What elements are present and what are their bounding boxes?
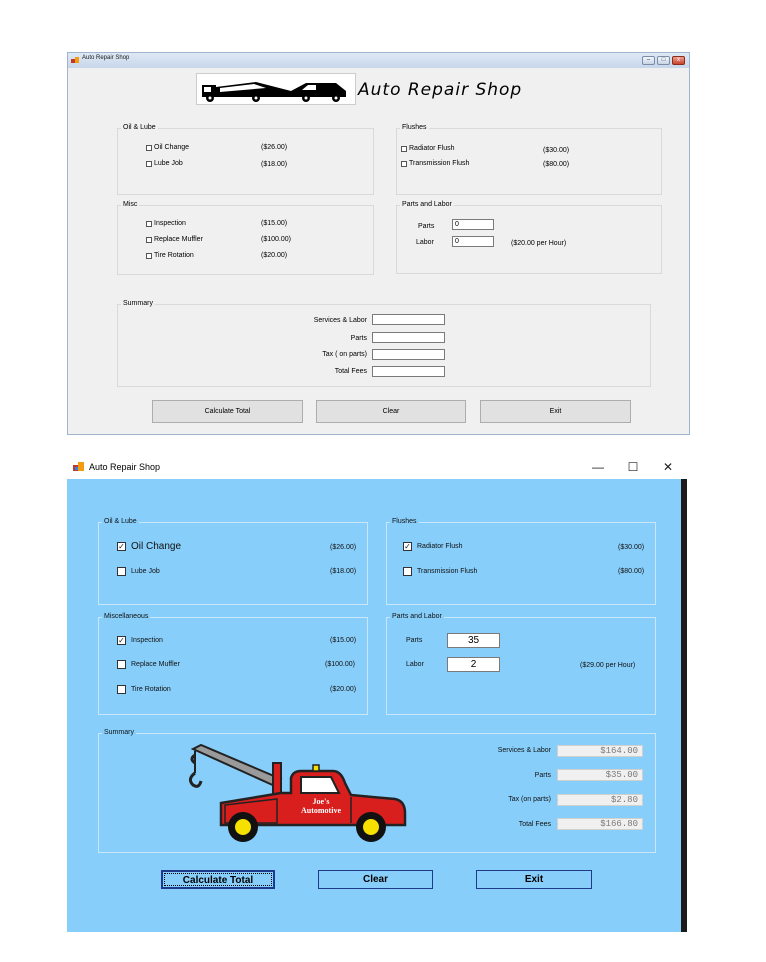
oil-change-label: Oil Change: [131, 541, 182, 552]
radiator-flush-checkbox[interactable]: ✓: [404, 542, 411, 551]
close-icon[interactable]: ✕: [662, 460, 674, 474]
oil-lube-group: [98, 518, 368, 605]
services-labor-label: Services & Labor: [313, 317, 367, 324]
clear-button[interactable]: Clear: [318, 870, 433, 889]
replace-muffler-checkbox[interactable]: [117, 660, 126, 669]
radiator-flush-price: ($30.00): [543, 147, 570, 154]
inspection-label: Inspection: [131, 637, 163, 644]
lube-job-label: Lube Job: [154, 160, 183, 167]
group-caption: Miscellaneous: [104, 613, 149, 620]
radiator-flush-checkbox[interactable]: [401, 146, 407, 152]
summary-parts-label: Parts: [350, 335, 367, 342]
transmission-flush-checkbox[interactable]: [401, 161, 407, 167]
oil-change-price: ($26.00): [330, 544, 357, 551]
flushes-group: [386, 518, 656, 605]
replace-muffler-checkbox[interactable]: [146, 237, 152, 243]
group-caption: Flushes: [392, 518, 417, 525]
tire-rotation-label: Tire Rotation: [154, 252, 194, 259]
transmission-flush-price: ($80.00): [618, 568, 645, 575]
tire-rotation-label: Tire Rotation: [131, 686, 171, 693]
total-fees-label: Total Fees: [518, 821, 551, 828]
inspection-checkbox[interactable]: [146, 221, 152, 227]
oil-change-checkbox[interactable]: [146, 145, 152, 151]
tax-label: Tax ( on parts): [322, 351, 367, 358]
maximize-button[interactable]: □: [657, 56, 670, 65]
window-title: Auto Repair Shop: [89, 462, 161, 472]
group-caption: Parts and Labor: [392, 613, 442, 620]
summary-parts-output: [372, 332, 445, 343]
services-labor-output: [372, 314, 445, 325]
tire-rotation-checkbox[interactable]: [117, 685, 126, 694]
radiator-flush-price: ($30.00): [618, 544, 645, 551]
group-caption: Summary: [104, 729, 134, 736]
parts-label: Parts: [406, 637, 423, 644]
inspection-price: ($15.00): [261, 220, 288, 227]
lube-job-checkbox[interactable]: [117, 567, 126, 576]
services-labor-output: $164.00: [557, 745, 643, 757]
calculate-total-button[interactable]: Calculate Total: [152, 400, 303, 423]
clear-button[interactable]: Clear: [316, 400, 466, 423]
minimize-icon[interactable]: —: [592, 460, 604, 474]
tire-rotation-price: ($20.00): [330, 686, 357, 693]
radiator-flush-label: Radiator Flush: [409, 145, 455, 152]
labor-rate: ($29.00 per Hour): [580, 662, 636, 669]
labor-label: Labor: [406, 661, 424, 668]
transmission-flush-label: Transmission Flush: [417, 568, 478, 575]
group-caption: Flushes: [402, 124, 427, 131]
window-title: Auto Repair Shop: [82, 55, 130, 61]
lube-job-price: ($18.00): [330, 568, 357, 575]
replace-muffler-label: Replace Muffler: [154, 236, 203, 243]
lube-job-label: Lube Job: [131, 568, 160, 575]
truck-text-joes: Joe's: [312, 797, 330, 806]
tax-output: [372, 349, 445, 360]
transmission-flush-price: ($80.00): [543, 161, 570, 168]
replace-muffler-price: ($100.00): [325, 661, 355, 668]
calculate-total-button[interactable]: Calculate Total: [161, 870, 275, 889]
oil-change-checkbox[interactable]: ✓: [118, 542, 125, 551]
app-icon: [73, 461, 84, 472]
total-fees-output: $166.80: [557, 818, 643, 830]
tax-output: $2.80: [557, 794, 643, 806]
tax-label: Tax (on parts): [508, 796, 551, 803]
replace-muffler-label: Replace Muffler: [131, 661, 180, 668]
header-title: Auto Repair Shop: [358, 80, 523, 100]
exit-button[interactable]: Exit: [476, 870, 592, 889]
window-edge: [681, 479, 687, 932]
services-labor-label: Services & Labor: [497, 747, 551, 754]
transmission-flush-checkbox[interactable]: [403, 567, 412, 576]
parts-label: Parts: [418, 223, 435, 230]
parts-input[interactable]: 0: [452, 219, 494, 230]
lube-job-checkbox[interactable]: [146, 161, 152, 167]
classic-window: [67, 52, 690, 435]
tow-truck-illustration: [181, 743, 421, 843]
labor-input[interactable]: 2: [447, 657, 500, 672]
title-bar[interactable]: [68, 53, 689, 68]
transmission-flush-label: Transmission Flush: [409, 160, 470, 167]
labor-rate: ($20.00 per Hour): [511, 240, 567, 247]
tire-rotation-price: ($20.00): [261, 252, 288, 259]
close-button[interactable]: x: [672, 56, 685, 65]
lube-job-price: ($18.00): [261, 161, 288, 168]
parts-input[interactable]: 35: [447, 633, 500, 648]
inspection-price: ($15.00): [330, 637, 357, 644]
radiator-flush-label: Radiator Flush: [417, 543, 463, 550]
group-caption: Oil & Lube: [104, 518, 137, 525]
inspection-checkbox[interactable]: ✓: [118, 636, 125, 645]
group-caption: Oil & Lube: [123, 124, 156, 131]
group-caption: Misc: [123, 201, 138, 208]
oil-change-label: Oil Change: [154, 144, 190, 151]
oil-change-price: ($26.00): [261, 144, 288, 151]
title-bar[interactable]: [67, 455, 687, 479]
summary-parts-output: $35.00: [557, 769, 643, 781]
group-caption: Summary: [123, 300, 153, 307]
maximize-icon[interactable]: ☐: [627, 460, 639, 474]
labor-label: Labor: [416, 239, 434, 246]
modern-window: [67, 455, 687, 932]
labor-input[interactable]: 0: [452, 236, 494, 247]
summary-parts-label: Parts: [534, 772, 551, 779]
minimize-button[interactable]: –: [642, 56, 655, 65]
total-fees-label: Total Fees: [334, 368, 367, 375]
truck-text-automotive: Automotive: [301, 806, 341, 815]
replace-muffler-price: ($100.00): [261, 236, 291, 243]
group-caption: Parts and Labor: [402, 201, 452, 208]
total-fees-output: [372, 366, 445, 377]
tire-rotation-checkbox[interactable]: [146, 253, 152, 259]
exit-button[interactable]: Exit: [480, 400, 631, 423]
app-icon: [71, 56, 79, 64]
inspection-label: Inspection: [154, 220, 186, 227]
tow-truck-logo: [196, 73, 356, 105]
